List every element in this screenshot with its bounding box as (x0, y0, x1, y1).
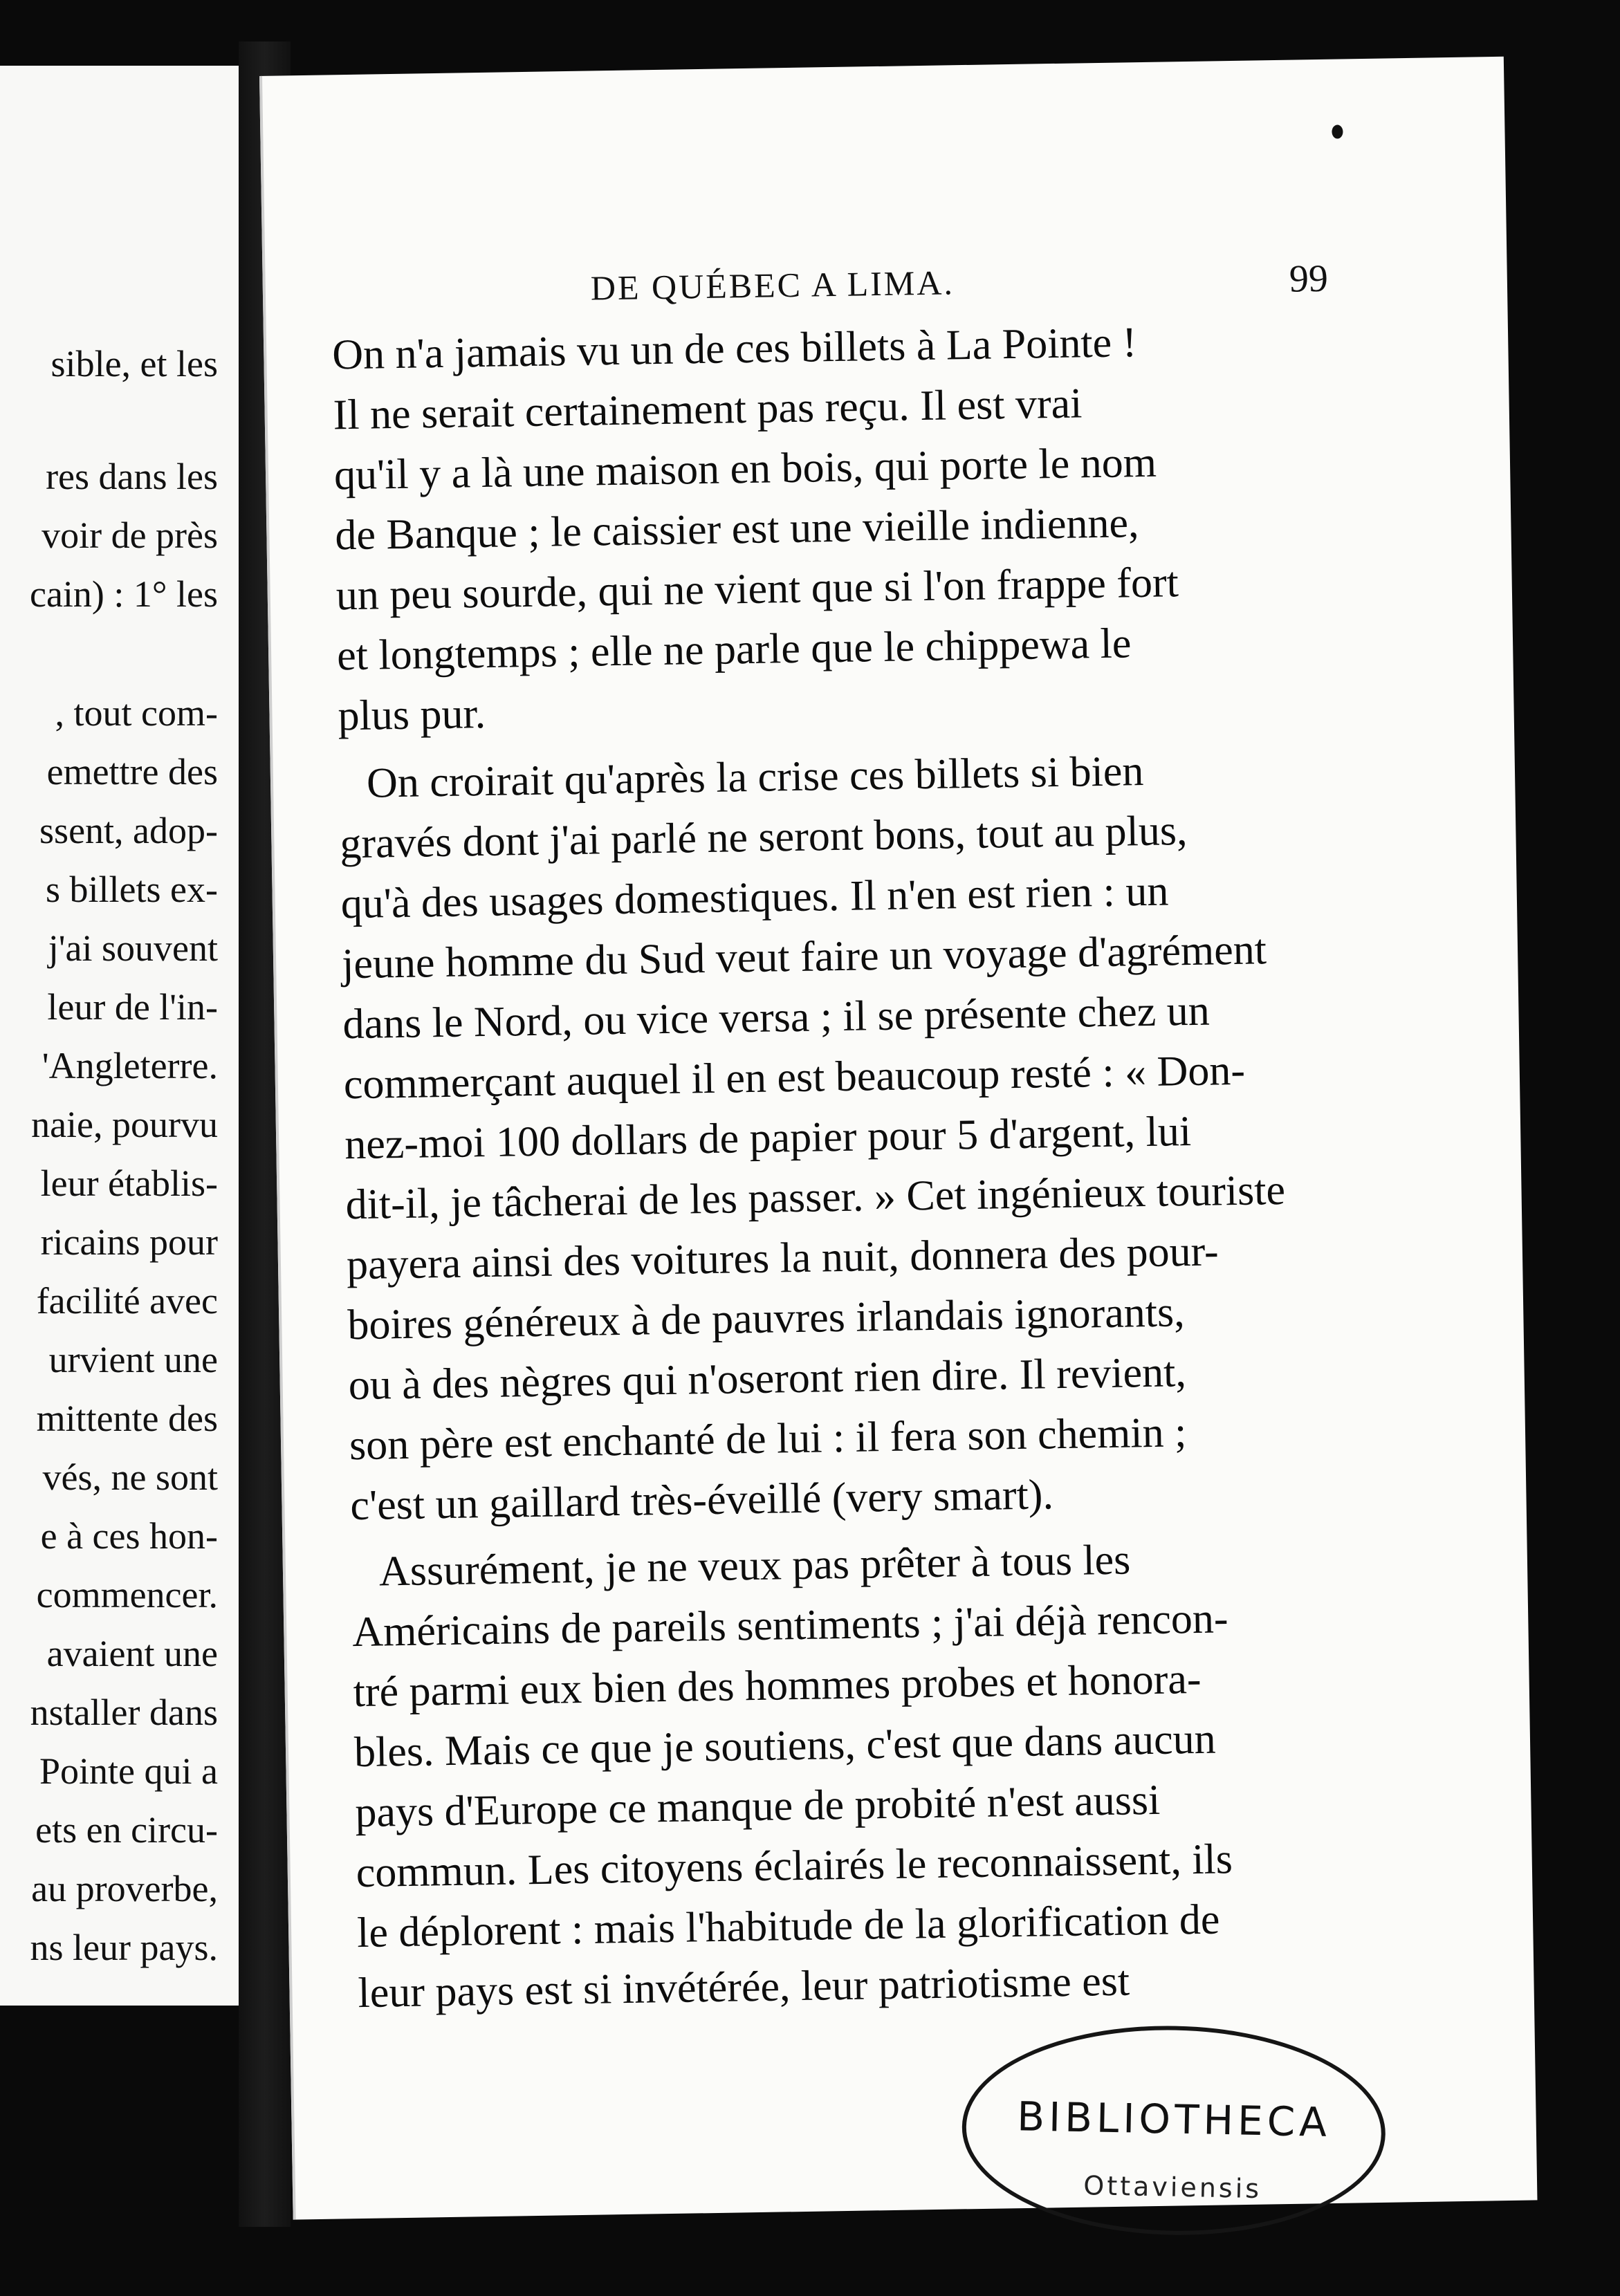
left-page-line: nstaller dans (30, 1692, 218, 1733)
page-number: 99 (1289, 257, 1329, 301)
left-page-line: ets en circu- (35, 1809, 218, 1851)
left-page-line: 'Angleterre. (42, 1045, 218, 1086)
left-page-line: Pointe qui a (39, 1750, 218, 1792)
text-line: le déplorent : mais l'habitude de la glorification de (356, 1896, 1220, 1957)
paragraph-start: On croirait qu'après la crise ces billets si bien (366, 748, 1144, 807)
text-line: plus pur. (338, 689, 486, 740)
text-line: ou à des nègres qui n'oseront rien dire. Il revient, (348, 1349, 1187, 1409)
left-page-line: au proverbe, (31, 1868, 218, 1909)
text-line: bles. Mais ce que je soutiens, c'est que dans aucun (353, 1715, 1217, 1777)
running-title: DE QUÉBEC A LIMA. (590, 263, 955, 308)
left-page-line: emettre des (46, 751, 218, 793)
text-line: Américains de pareils sentiments ; j'ai déjà rencon- (351, 1595, 1228, 1656)
library-stamp (960, 2022, 1388, 2239)
previous-page (0, 66, 241, 2006)
left-page-line: urvient une (48, 1339, 218, 1380)
text-line: commun. Les citoyens éclairés le reconnaissent, ils (356, 1835, 1233, 1897)
left-page-line: facilité avec (36, 1280, 218, 1322)
text-line: son père est enchanté de lui : il fera son chemin ; (349, 1409, 1187, 1470)
left-page-line: mittente des (36, 1398, 218, 1439)
left-page-line: voir de près (42, 515, 218, 556)
left-page-line: sible, et les (50, 343, 218, 385)
left-page-line: res dans les (46, 456, 218, 497)
text-line: un peu sourde, qui ne vient que si l'on frappe fort (335, 559, 1179, 620)
left-page-line: avaient une (46, 1633, 218, 1674)
text-line: commerçant auquel il en est beaucoup resté : « Don- (343, 1046, 1246, 1109)
text-line: leur pays est si invétérée, leur patriotisme est (358, 1957, 1130, 2017)
left-page-line: ns leur pays. (30, 1927, 218, 1968)
text-line: nez-moi 100 dollars de papier pour 5 d'argent, lui (344, 1108, 1192, 1169)
left-page-line: ricains pour (40, 1221, 218, 1263)
left-page-line: leur établis- (40, 1163, 218, 1204)
left-page-line: e à ces hon- (40, 1515, 218, 1557)
left-page-line: cain) : 1° les (29, 573, 218, 615)
left-page-line: ssent, adop- (39, 810, 218, 851)
left-page-line: j'ai souvent (48, 927, 218, 969)
text-line: Il ne serait certainement pas reçu. Il est vrai (333, 380, 1083, 439)
left-page-line: leur de l'in- (47, 986, 218, 1028)
book-page (259, 57, 1537, 2220)
text-line: tré parmi eux bien des hommes probes et honora- (353, 1655, 1202, 1716)
left-page-line: naie, pourvu (31, 1104, 218, 1145)
stamp-title: BIBLIOTHECA (1016, 2093, 1332, 2146)
text-line: qu'à des usages domestiques. Il n'en est rien : un (340, 867, 1169, 928)
text-line: dans le Nord, ou vice versa ; il se présente chez un (342, 987, 1211, 1048)
left-page-line: , tout com- (55, 692, 218, 734)
ink-speck (1332, 124, 1343, 138)
text-line: dit-il, je tâcherai de les passer. » Cet ingénieux touriste (345, 1166, 1286, 1229)
text-line: qu'il y a là une maison en bois, qui porte le nom (333, 438, 1157, 499)
left-page-line: s billets ex- (46, 869, 218, 910)
text-line: et longtemps ; elle ne parle que le chippewa le (336, 620, 1132, 680)
paragraph-start: Assurément, je ne veux pas prêter à tous les (378, 1536, 1131, 1595)
left-page-line: commencer. (36, 1574, 218, 1615)
text-line: On n'a jamais vu un de ces billets à La Pointe ! (331, 319, 1137, 379)
text-line: gravés dont j'ai parlé ne seront bons, tout au plus, (339, 807, 1188, 868)
text-line: de Banque ; le caissier est une vieille indienne, (334, 499, 1139, 559)
left-page-line: vés, ne sont (42, 1456, 218, 1498)
text-line: boires généreux à de pauvres irlandais ignorants, (347, 1288, 1186, 1349)
text-line: jeune homme du Sud veut faire un voyage d'agrément (341, 926, 1267, 988)
page-header (590, 253, 1558, 308)
stamp-subtitle: Ottaviensis (1083, 2170, 1262, 2205)
text-line: c'est un gaillard très-éveillé (very smart). (349, 1471, 1054, 1530)
text-line: payera ainsi des voitures la nuit, donnera des pour- (346, 1228, 1219, 1289)
text-line: pays d'Europe ce manque de probité n'est aussi (354, 1776, 1161, 1837)
